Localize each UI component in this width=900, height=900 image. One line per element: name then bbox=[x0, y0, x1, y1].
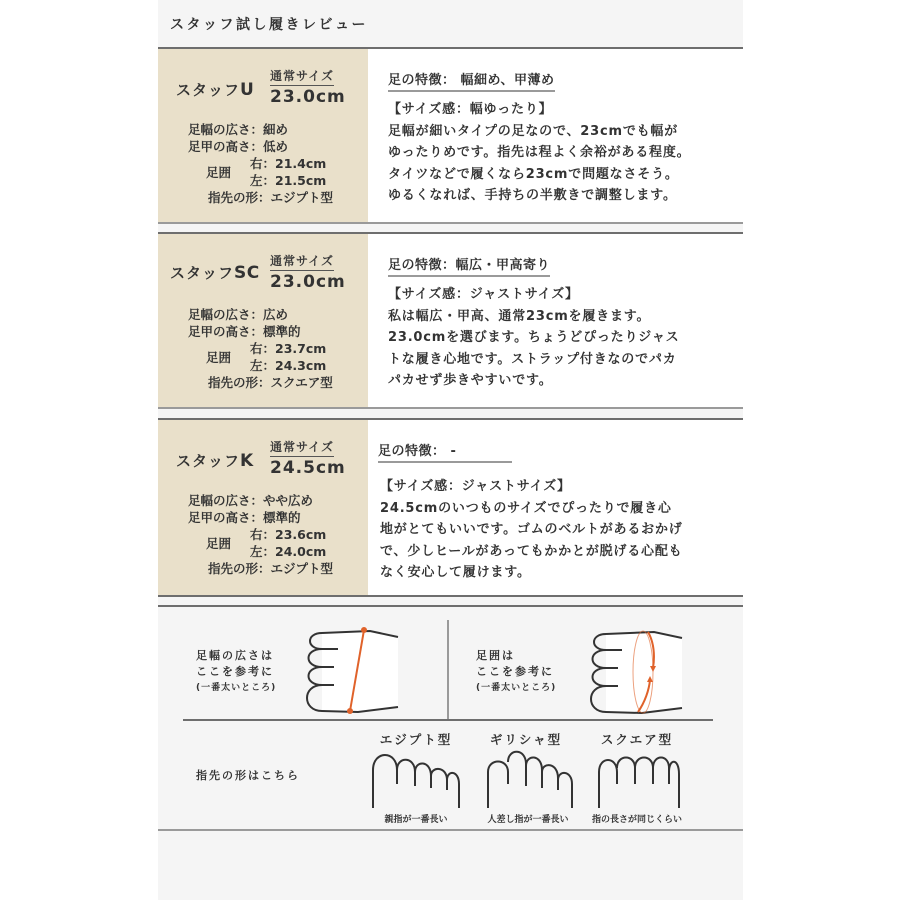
usual-size-label: 通常サイズ bbox=[270, 438, 334, 457]
toe-type-egyptian-caption: 親指が一番長い bbox=[384, 815, 448, 825]
foot-specs: 足幅の広さ：広め 足甲の高さ：標準的 足囲 右：23.7cm 左：24.3cm 指先の形：スクエア型 bbox=[188, 307, 333, 390]
toe-type-egyptian-title: エジプト型 bbox=[379, 732, 453, 747]
usual-size-value: 24.5cm bbox=[270, 458, 346, 478]
staff-profile-panel bbox=[158, 420, 368, 595]
staff-review-panel bbox=[368, 420, 743, 595]
toe-type-square-title: スクエア型 bbox=[600, 732, 674, 747]
staff-review-panel bbox=[368, 49, 743, 222]
staff-card-sc bbox=[158, 234, 743, 407]
staff-card-u bbox=[158, 49, 743, 222]
staff-name: スタッフK bbox=[176, 451, 254, 471]
vertical-divider bbox=[447, 620, 449, 720]
divider bbox=[158, 605, 743, 607]
staff-name: スタッフSC bbox=[170, 263, 260, 283]
usual-size-value: 23.0cm bbox=[270, 87, 346, 107]
staff-review-page bbox=[158, 0, 743, 900]
toe-shape-label: 指先の形はこちら bbox=[196, 769, 300, 782]
foot-feature: 足の特徴： - bbox=[378, 440, 512, 463]
review-text: 【サイズ感：幅ゆったり】 足幅が細いタイプの足なので、23cmでも幅が ゆったりめです。指先は程よく余裕がある程度。 タイツなどで履くなら23cmで問題なさそう。 ゆるくなれば、手持ちの半敷きで調整します。 bbox=[388, 102, 691, 203]
greek-toe-icon bbox=[486, 750, 574, 808]
divider bbox=[158, 829, 743, 831]
staff-card-k bbox=[158, 420, 743, 595]
toe-type-greek-title: ギリシャ型 bbox=[489, 732, 563, 747]
foot-girth-diagram-icon bbox=[582, 626, 687, 718]
foot-specs: 足幅の広さ：細め 足甲の高さ：低め 足囲 右：21.4cm 左：21.5cm 指先の形：エジプト型 bbox=[188, 122, 334, 205]
divider bbox=[158, 595, 743, 597]
horizontal-divider bbox=[183, 719, 713, 721]
staff-profile-panel bbox=[158, 234, 368, 407]
toe-type-square-caption: 指の長さが同じくらい bbox=[591, 815, 682, 825]
divider bbox=[158, 222, 743, 224]
width-guide-text: 足幅の広さは ここを参考に (一番太いところ) bbox=[196, 649, 277, 693]
divider bbox=[158, 407, 743, 409]
foot-feature: 足の特徴：幅広・甲高寄り bbox=[388, 254, 550, 277]
usual-size-label: 通常サイズ bbox=[270, 67, 334, 86]
staff-profile-panel bbox=[158, 49, 368, 222]
page-title: スタッフ試し履きレビュー bbox=[170, 17, 368, 33]
toe-type-greek-caption: 人差し指が一番長い bbox=[487, 815, 569, 825]
foot-specs: 足幅の広さ：やや広め 足甲の高さ：標準的 足囲 右：23.6cm 左：24.0cm 指先の形：エジプト型 bbox=[188, 493, 334, 576]
usual-size-value: 23.0cm bbox=[270, 272, 346, 292]
square-toe-icon bbox=[597, 750, 681, 808]
review-text: 【サイズ感：ジャストサイズ】 24.5cmのいつものサイズでぴったりで履き心 地がとてもいいです。ゴムのベルトがあるおかげ で、少しヒールがあってもかかとが脱げる心配も なく安心して履けます。 bbox=[380, 479, 683, 580]
usual-size-label: 通常サイズ bbox=[270, 252, 334, 271]
foot-width-diagram-icon bbox=[298, 625, 403, 717]
staff-review-panel bbox=[368, 234, 743, 407]
girth-guide-text: 足囲は ここを参考に (一番太いところ) bbox=[476, 649, 557, 693]
egyptian-toe-icon bbox=[371, 750, 461, 808]
staff-name: スタッフU bbox=[176, 80, 255, 100]
review-text: 【サイズ感：ジャストサイズ】 私は幅広・甲高、通常23cmを履きます。 23.0cmを選びます。ちょうどぴったりジャス トな履き心地です。ストラップ付きなのでパカ パカせず歩きやすいです。 bbox=[388, 287, 680, 388]
foot-feature: 足の特徴： 幅細め、甲薄め bbox=[388, 69, 555, 92]
